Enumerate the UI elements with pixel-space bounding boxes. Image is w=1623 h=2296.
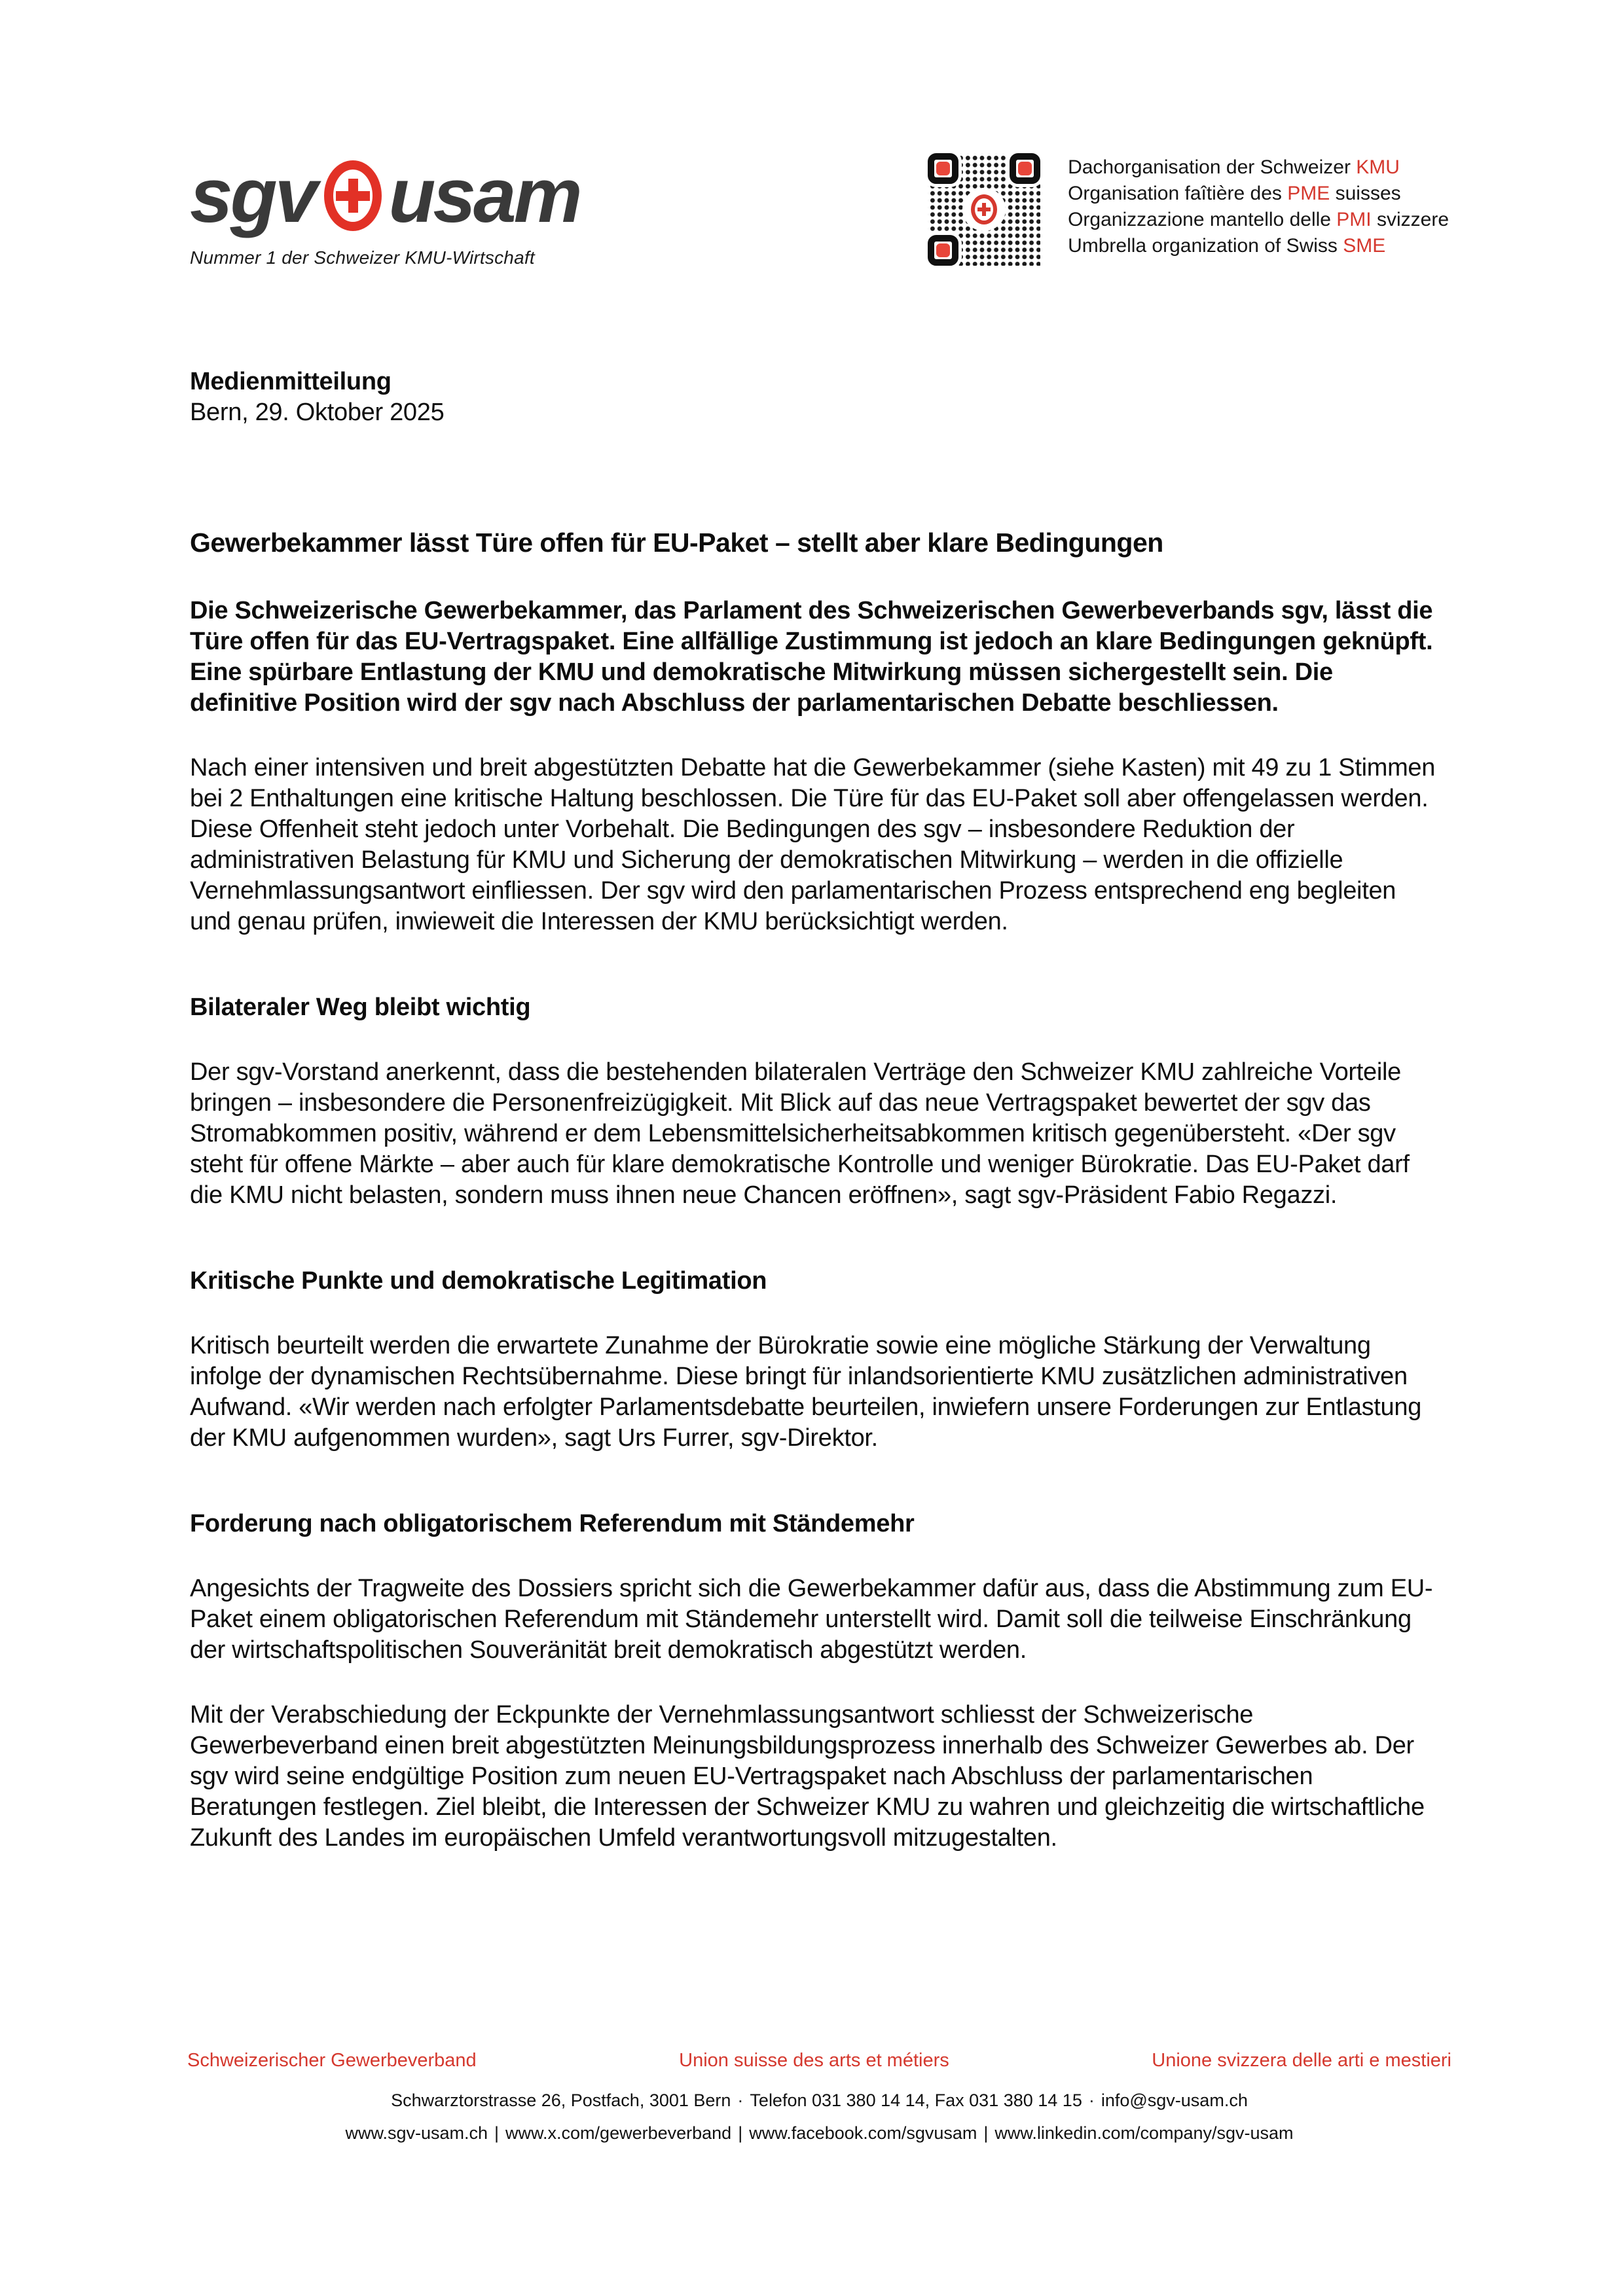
org-line-de: Dachorganisation der Schweizer KMU (1068, 156, 1400, 178)
logo-wordmark (190, 152, 580, 239)
org-line-fr: Organisation faîtière des PME suisses (1068, 183, 1401, 204)
paragraph-decision: Nach einer intensiven und breit abgestützten Debatte hat die Gewerbekammer (siehe Kasten) mit 49 zu 1 Stimmen bei 2 Enthaltungen eine kritische Haltung beschlossen. Die Türe für das EU-Paket soll aber offengelassen werden. Diese Offenheit steht jedoch unter Vorbehalt. Die Bedingungen des sgv – insbesondere Reduktion der administrativen Belastung für KMU und Sicherung der demokratischen Mitwirkung – werden in die offizielle Vernehmlassungsantwort einfliessen. Der sgv wird den parlamentarischen Prozess entsprechend eng begleiten und genau prüfen, inwieweit die Interessen der KMU berücksichtigt werden. (190, 754, 1436, 935)
footer-link-facebook[interactable]: www.facebook.com/sgvusam (749, 2123, 977, 2143)
qr-code (928, 153, 1040, 266)
pipe-separator: | (983, 2123, 989, 2143)
document-footer (187, 2049, 1451, 2144)
footer-email-link[interactable]: info@sgv-usam.ch (1101, 2090, 1248, 2110)
lead-paragraph: Die Schweizerische Gewerbekammer, das Parlament des Schweizerischen Gewerbeverbands sgv, lässt die Türe offen für das EU-Vertragspaket. Eine allfällige Zustimmung ist jedoch an klare Bedingungen geknüpft. Eine spürbare Entlastung der KMU und demokratische Mitwirkung müssen sichergestellt sein. Die definitive Position wird der sgv nach Abschluss der parlamentarischen Debatte beschliessen. (190, 597, 1433, 717)
pipe-separator: | (494, 2123, 500, 2143)
dateline: Bern, 29. Oktober 2025 (190, 399, 445, 426)
qr-finder-top-right-icon (1010, 153, 1040, 184)
footer-address: Schwarztorstrasse 26, Postfach, 3001 Bern (391, 2090, 731, 2110)
footer-phone-fax: Telefon 031 380 14 14, Fax 031 380 14 15 (750, 2090, 1082, 2110)
footer-org-de: Schweizerischer Gewerbeverband (187, 2050, 477, 2071)
document-type-label: Medienmitteilung (190, 368, 392, 395)
pipe-separator: | (738, 2123, 743, 2143)
org-abbrev-pme: PME (1287, 183, 1330, 204)
org-line-it: Organizzazione mantello delle PMI svizzere (1068, 209, 1449, 230)
footer-link-website[interactable]: www.sgv-usam.ch (345, 2123, 488, 2143)
qr-finder-top-left-icon (928, 153, 958, 184)
section-heading-bilateral: Bilateraler Weg bleibt wichtig (190, 994, 531, 1021)
qr-center-logo (962, 188, 1006, 231)
document-header (190, 153, 1449, 268)
dot-separator: · (1088, 2090, 1095, 2110)
footer-link-x[interactable]: www.x.com/gewerbeverband (505, 2123, 732, 2143)
dot-separator: · (737, 2090, 744, 2110)
document-body (190, 367, 1443, 1854)
swiss-cross-at-icon (971, 194, 997, 224)
paragraph-conclusion: Mit der Verabschiedung der Eckpunkte der Vernehmlassungsantwort schliesst der Schweizerische Gewerbeverband einen breit abgestützten Meinungsbildungsprozess innerhalb des Schweizer Gewerbes ab. Der sgv wird seine endgültige Position zum neuen EU-Vertragspaket nach Abschluss der parlamentarischen Beratungen festlegen. Ziel bleibt, die Interessen der Schweizer KMU zu wahren und gleichzeitig die wirtschaftliche Zukunft des Landes im europäischen Umfeld verantwortungsvoll mitzugestalten. (190, 1701, 1425, 1852)
org-abbrev-sme: SME (1343, 235, 1386, 257)
footer-org-names (187, 2049, 1451, 2072)
footer-org-it: Unione svizzera delle arti e mestieri (1152, 2050, 1451, 2071)
sgv-usam-logo (190, 153, 580, 268)
org-abbrev-kmu: KMU (1356, 156, 1400, 178)
section-heading-referendum: Forderung nach obligatorischem Referendum mit Ständemehr (190, 1510, 915, 1537)
org-description-lines (1068, 153, 1449, 259)
org-line-en: Umbrella organization of Swiss SME (1068, 235, 1386, 257)
footer-org-fr: Union suisse des arts et métiers (679, 2050, 949, 2071)
logo-text-sgv: sgv (190, 152, 316, 239)
footer-contact-line (187, 2089, 1451, 2111)
footer-link-linkedin[interactable]: www.linkedin.com/company/sgv-usam (994, 2123, 1294, 2143)
paragraph-referendum: Angesichts der Tragweite des Dossiers spricht sich die Gewerbekammer dafür aus, dass die Abstimmung zum EU-Paket einem obligatorischen Referendum mit Ständemehr unterstellt wird. Damit soll die teilweise Einschränkung der wirtschaftspolitischen Souveränität breit demokratisch abgestützt werden. (190, 1575, 1433, 1664)
qr-finder-bottom-left-icon (928, 235, 958, 266)
footer-links-line (187, 2122, 1451, 2144)
org-identity-block (928, 153, 1449, 266)
org-abbrev-pmi: PMI (1336, 209, 1372, 230)
page-title: Gewerbekammer lässt Türe offen für EU-Paket – stellt aber klare Bedingungen (190, 528, 1163, 558)
paragraph-bilateral: Der sgv-Vorstand anerkennt, dass die bestehenden bilateralen Verträge den Schweizer KMU zahlreiche Vorteile bringen – insbesondere die Personenfreizügigkeit. Mit Blick auf das neue Vertragspaket bewertet der sgv das Stromabkommen positiv, während er dem Lebensmittelsicherheitsabkommen kritisch gegenübersteht. «Der sgv steht für offene Märkte – aber auch für klare demokratische Kontrolle und weniger Bürokratie. Das EU-Paket darf die KMU nicht belasten, sondern muss ihnen neue Chancen eröffnen», sagt sgv-Präsident Fabio Regazzi. (190, 1058, 1410, 1209)
logo-text-usam: usam (388, 152, 580, 239)
paragraph-critical-points: Kritisch beurteilt werden die erwartete Zunahme der Bürokratie sowie eine mögliche Stärkung der Verwaltung infolge der dynamischen Rechtsübernahme. Diese bringt für inlandsorientierte KMU zusätzlichen administrativen Aufwand. «Wir werden nach erfolgter Parlamentsdebatte beurteilen, inwiefern unsere Forderungen zur Entlastung der KMU aufgenommen wurden», sagt Urs Furrer, sgv-Direktor. (190, 1332, 1422, 1452)
swiss-cross-at-icon (324, 160, 382, 231)
logo-tagline: Nummer 1 der Schweizer KMU-Wirtschaft (190, 247, 535, 268)
section-heading-critical-points: Kritische Punkte und demokratische Legitimation (190, 1267, 767, 1295)
